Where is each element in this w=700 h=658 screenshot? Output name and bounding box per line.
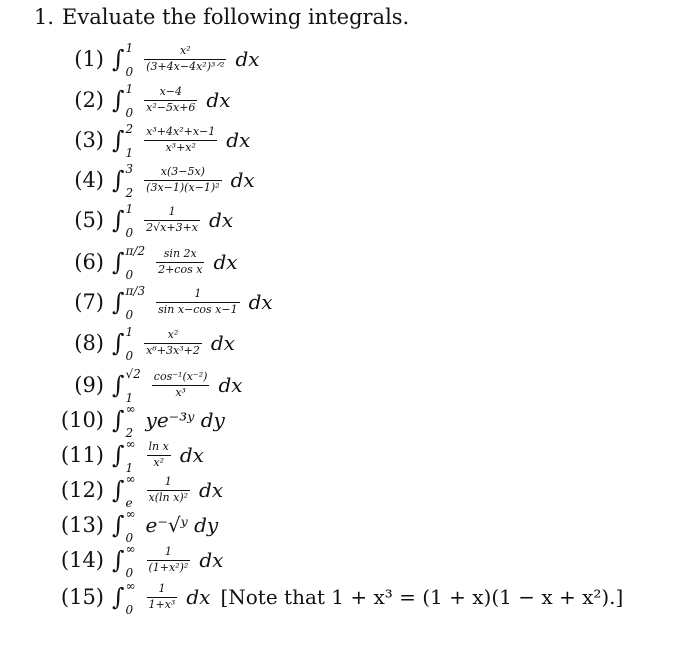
item-label: (7) <box>74 290 104 314</box>
numerator: 1 <box>158 581 166 595</box>
integral-sign: ∫ ∞ 0 <box>112 542 136 580</box>
denominator: x(ln x)² <box>148 490 189 504</box>
integrand-fraction <box>147 441 171 469</box>
integrand-fraction <box>147 583 178 611</box>
lower-limit: 0 <box>125 308 134 322</box>
lower-limit: 0 <box>125 106 134 120</box>
problem-number: 1. <box>34 5 55 29</box>
integrand-fraction <box>156 248 204 276</box>
item-label: (9) <box>74 373 104 397</box>
integrand-fraction <box>147 546 191 574</box>
upper-limit: 1 <box>125 82 134 96</box>
item-label: (3) <box>74 128 104 152</box>
differential: dx <box>230 168 255 192</box>
upper-limit: 1 <box>125 202 134 216</box>
upper-limit: √2 <box>125 367 141 381</box>
integral-item-2 <box>60 82 231 120</box>
integrand-fraction <box>144 206 200 234</box>
integral-item-11 <box>60 437 204 475</box>
lower-limit: 0 <box>125 349 134 363</box>
integral-sign: ∫ ∞ 2 <box>112 402 136 440</box>
lower-limit: 1 <box>125 461 134 475</box>
item-label: (11) <box>60 443 104 467</box>
denominator: (3+4x−4x²)³ᐟ² <box>146 59 225 73</box>
upper-limit: ∞ <box>125 542 136 556</box>
item-label: (13) <box>60 513 104 537</box>
numerator: x³+4x²+x−1 <box>146 124 216 138</box>
upper-limit: ∞ <box>125 437 136 451</box>
lower-limit: 0 <box>125 268 134 282</box>
integral-sign: ∫ π/2 0 <box>112 244 146 282</box>
item-label: (14) <box>60 548 104 572</box>
integral-sign: ∫ ∞ 0 <box>112 579 136 617</box>
item-label: (10) <box>60 408 104 432</box>
integral-sign: ∫ √2 1 <box>112 367 141 405</box>
integral-sign: ∫ π/3 0 <box>112 284 146 322</box>
numerator: 1 <box>164 544 172 558</box>
problem-instruction: Evaluate the following integrals. <box>62 5 410 29</box>
item-label: (6) <box>74 250 104 274</box>
integrand-fraction <box>144 126 217 154</box>
differential: dx <box>235 47 260 71</box>
lower-limit: 2 <box>125 426 134 440</box>
denominator: x² <box>153 455 164 469</box>
integral-sign: ∫ ∞ e <box>112 472 136 510</box>
item-label: (2) <box>74 88 104 112</box>
integral-item-13 <box>60 507 219 545</box>
differential: dx <box>209 208 234 232</box>
upper-limit: 3 <box>125 162 134 176</box>
integrand-expression: ye⁻³ʸ dy <box>145 408 225 432</box>
integral-sign: ∫ 2 1 <box>112 122 134 160</box>
differential: dx <box>199 478 224 502</box>
item-label: (12) <box>60 478 104 502</box>
integral-item-7 <box>60 284 273 322</box>
differential: dx <box>199 548 224 572</box>
lower-limit: 0 <box>125 531 134 545</box>
differential: dx <box>218 373 243 397</box>
integrand-fraction <box>144 45 226 73</box>
numerator: x−4 <box>159 84 182 98</box>
differential: dx <box>248 290 273 314</box>
numerator: x(3−5x) <box>160 164 205 178</box>
upper-limit: π/3 <box>125 284 146 298</box>
integrand-fraction <box>144 166 221 194</box>
numerator: cos⁻¹(x⁻²) <box>153 369 208 383</box>
integral-sign: ∫ 3 2 <box>112 162 134 200</box>
upper-limit: ∞ <box>125 507 136 521</box>
lower-limit: 2 <box>125 186 134 200</box>
integrand-fraction <box>144 86 197 114</box>
factorization-note: [Note that 1 + x³ = (1 + x)(1 − x + x²).] <box>220 585 624 609</box>
numerator: 1 <box>194 286 202 300</box>
differential: dx <box>179 443 204 467</box>
differential: dx <box>210 331 235 355</box>
lower-limit: 1 <box>125 391 134 405</box>
integral-item-4 <box>60 162 255 200</box>
integral-item-8 <box>60 325 235 363</box>
integral-item-6 <box>60 244 238 282</box>
upper-limit: 1 <box>125 41 134 55</box>
integral-sign: ∫ ∞ 1 <box>112 437 136 475</box>
numerator: sin 2x <box>163 246 197 260</box>
item-label: (8) <box>74 331 104 355</box>
integral-item-14 <box>60 542 224 580</box>
integrand-fraction <box>152 371 210 399</box>
item-label: (5) <box>74 208 104 232</box>
differential: dx <box>186 585 211 609</box>
denominator: (1+x²)² <box>148 560 189 574</box>
denominator: x⁶+3x³+2 <box>146 343 200 357</box>
numerator: x² <box>180 43 191 57</box>
denominator: 2√x+3+x <box>146 220 199 234</box>
integral-item-10 <box>60 402 225 440</box>
integral-sign: ∫ 1 0 <box>112 325 134 363</box>
upper-limit: 1 <box>125 325 134 339</box>
lower-limit: 1 <box>125 146 134 160</box>
lower-limit: 0 <box>125 65 134 79</box>
denominator: (3x−1)(x−1)² <box>146 180 220 194</box>
differential: dx <box>213 250 238 274</box>
integral-item-12 <box>60 472 224 510</box>
denominator: 2+cos x <box>158 262 203 276</box>
upper-limit: π/2 <box>125 244 146 258</box>
integrand-expression: e⁻√ʸ dy <box>145 513 219 537</box>
numerator: ln x <box>148 439 169 453</box>
item-label: (1) <box>74 47 104 71</box>
integral-sign: ∫ ∞ 0 <box>112 507 136 545</box>
upper-limit: 2 <box>125 122 134 136</box>
upper-limit: ∞ <box>125 472 136 486</box>
denominator: x³+x² <box>165 140 196 154</box>
integral-sign: ∫ 1 0 <box>112 41 134 79</box>
numerator: 1 <box>164 474 172 488</box>
integrand-fraction <box>156 288 240 316</box>
numerator: x² <box>167 327 179 341</box>
integral-sign: ∫ 1 0 <box>112 82 134 120</box>
integrand-fraction <box>144 329 202 357</box>
integral-item-5 <box>60 202 234 240</box>
problem-heading <box>34 5 409 29</box>
lower-limit: 0 <box>125 566 134 580</box>
numerator: 1 <box>168 204 176 218</box>
differential: dx <box>226 128 251 152</box>
integrand-fraction <box>147 476 191 504</box>
denominator: x²−5x+6 <box>146 100 196 114</box>
upper-limit: ∞ <box>125 579 136 593</box>
differential: dx <box>206 88 231 112</box>
integral-item-3 <box>60 122 251 160</box>
denominator: 1+x³ <box>148 597 176 611</box>
integral-item-15 <box>60 579 624 617</box>
item-label: (15) <box>60 585 104 609</box>
integral-item-1 <box>60 41 260 79</box>
lower-limit: 0 <box>125 603 134 617</box>
denominator: x³ <box>175 385 186 399</box>
lower-limit: e <box>125 496 133 510</box>
integral-sign: ∫ 1 0 <box>112 202 134 240</box>
item-label: (4) <box>74 168 104 192</box>
upper-limit: ∞ <box>125 402 136 416</box>
denominator: sin x−cos x−1 <box>158 302 238 316</box>
lower-limit: 0 <box>125 226 134 240</box>
integral-item-9 <box>60 367 243 405</box>
